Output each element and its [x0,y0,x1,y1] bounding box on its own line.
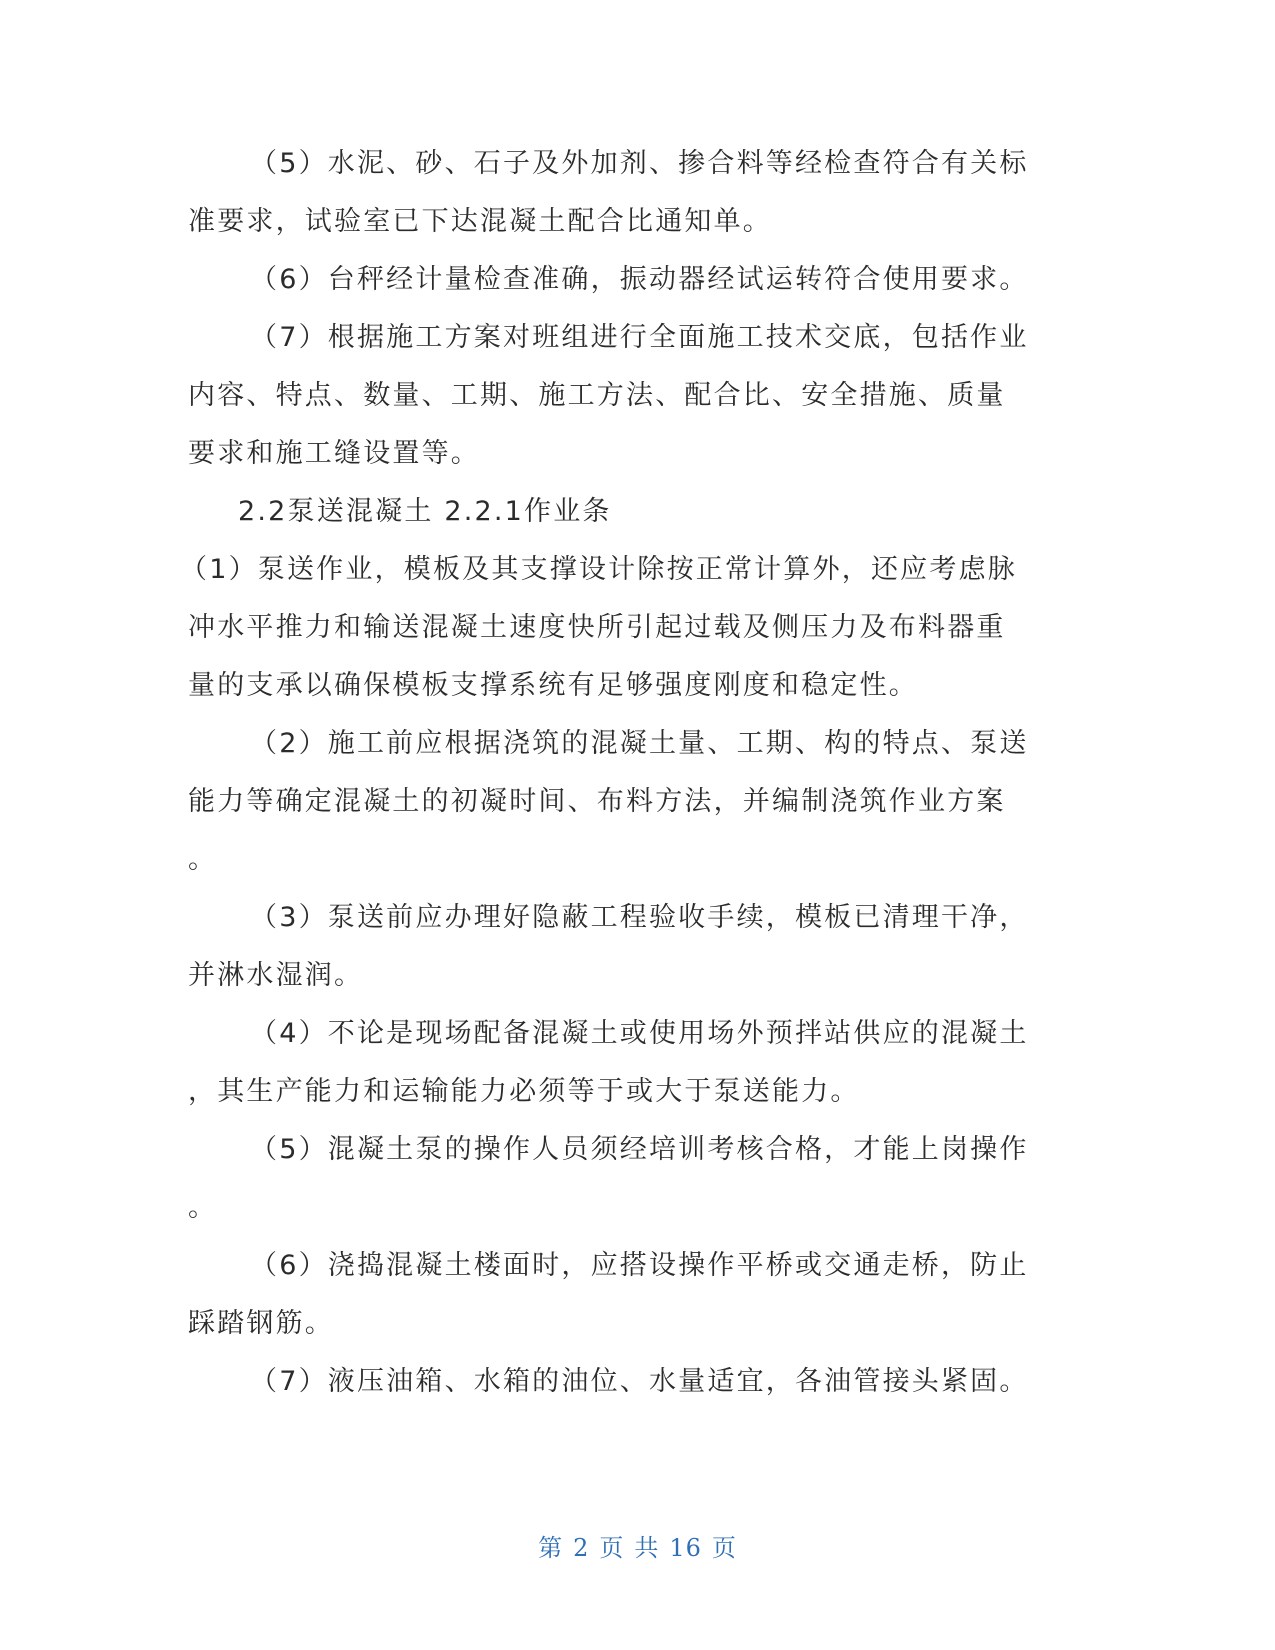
text-line: 能力等确定混凝土的初凝时间、布料方法，并编制浇筑作业方案 [188,786,1006,817]
footer-total-pages: 16 [669,1534,702,1562]
text-line: （4）不论是现场配备混凝土或使用场外预拌站供应的混凝土 [250,1018,1029,1049]
text-line: （7）根据施工方案对班组进行全面施工技术交底，包括作业 [250,322,1029,353]
text-line: 踩踏钢筋。 [188,1308,334,1339]
text-line: 并淋水湿润。 [188,960,364,991]
text-line: 准要求，试验室已下达混凝土配合比通知单。 [188,206,772,237]
text-line: 。 [188,844,218,875]
text-line: （5）混凝土泵的操作人员须经培训考核合格，才能上岗操作 [250,1134,1029,1165]
text-line: 量的支承以确保模板支撑系统有足够强度刚度和稳定性。 [188,670,918,701]
text-line: 要求和施工缝设置等。 [188,438,480,469]
text-line: （6）浇捣混凝土楼面时，应搭设操作平桥或交通走桥，防止 [250,1250,1029,1281]
text-line: （3）泵送前应办理好隐蔽工程验收手续，模板已清理干净， [250,902,1029,933]
section-heading: 2.2泵送混凝土 2.2.1作业条 [238,496,612,527]
text-line: （6）台秤经计量检查准确，振动器经试运转符合使用要求。 [250,264,1029,295]
footer-prefix: 第 [538,1534,564,1562]
text-line: ，其生产能力和运输能力必须等于或大于泵送能力。 [188,1076,860,1107]
page-footer [0,1528,1275,1563]
footer-suffix: 页 [711,1534,737,1562]
text-line: （7）液压油箱、水箱的油位、水量适宜，各油管接头紧固。 [250,1366,1029,1397]
text-line: 冲水平推力和输送混凝土速度快所引起过载及侧压力及布料器重 [188,612,1006,643]
footer-current-page: 2 [573,1534,590,1562]
footer-total-label: 共 [634,1534,660,1562]
text-line: 内容、特点、数量、工期、施工方法、配合比、安全措施、质量 [188,380,1006,411]
text-line: 。 [188,1192,218,1223]
text-line: （2）施工前应根据浇筑的混凝土量、工期、构的特点、泵送 [250,728,1029,759]
text-line: （1）泵送作业，模板及其支撑设计除按正常计算外，还应考虑脉 [180,554,1017,585]
text-line: （5）水泥、砂、石子及外加剂、掺合料等经检查符合有关标 [250,148,1029,179]
footer-page-label: 页 [599,1534,625,1562]
